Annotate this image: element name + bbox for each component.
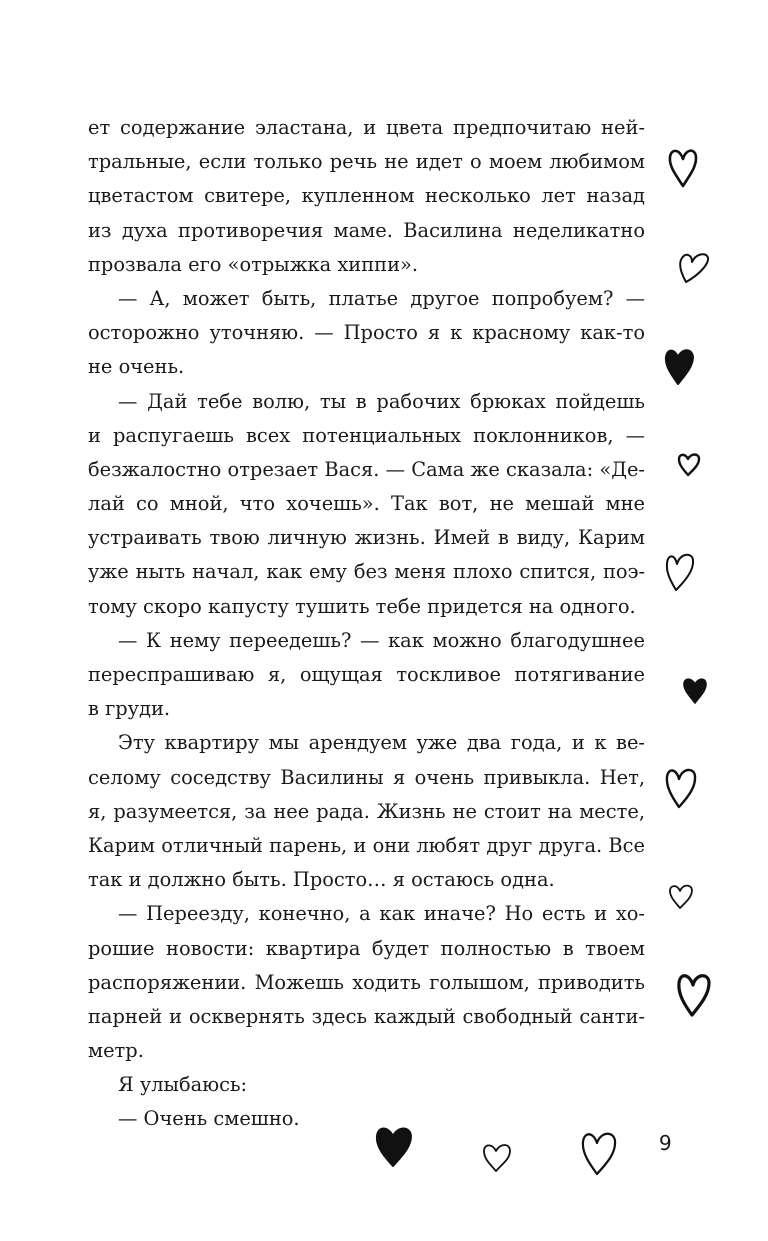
text-line: так и должно быть. Просто… я остаюсь одна. (88, 868, 555, 892)
heart-filled-icon (663, 346, 695, 386)
text-line: ет содержание эластана, и цвета предпочитаю ней- (88, 116, 645, 139)
text-line: осторожно уточняю. — Просто я к красному как-то (88, 321, 645, 345)
text-line: переспрашиваю я, ощущая тоскливое потягивание (88, 663, 645, 686)
text-line: тому скоро капусту тушить тебе придется на одного. (88, 594, 636, 618)
heart-outline-icon (667, 146, 699, 188)
text-line: — А, может быть, платье другое попробуем? — (118, 286, 645, 310)
text-line: безжалостно отрезает Вася. — Сама же сказала: «Де- (88, 457, 645, 481)
text-line: — Дай тебе волю, ты в рабочих брюках пойдешь (118, 389, 645, 413)
body-text (88, 111, 645, 1137)
text-line: — Переезду, конечно, а как иначе? Но есть и хо- (118, 902, 645, 926)
text-line: из духа противоречия маме. Василина неделикатно (88, 218, 645, 242)
text-line: прозвала его «отрыжка хиппи». (88, 252, 419, 276)
heart-filled-icon (374, 1123, 414, 1169)
text-line: парней и осквернять здесь каждый свободный санти- (88, 1004, 645, 1028)
text-line: Я улыбаюсь: (118, 1073, 248, 1097)
text-line: селому соседству Василины я очень привыкла. Нет, (88, 765, 645, 789)
text-line: в груди. (88, 697, 171, 721)
text-line: не очень. (88, 355, 185, 379)
text-line: и распугаешь всех потенциальных поклонников, — (88, 423, 645, 447)
page-number: 9 (659, 1131, 672, 1155)
text-line: распоряжении. Можешь ходить голышом, приводить (88, 970, 645, 994)
text-line: тральные, если только речь не идет о моем любимом (88, 150, 645, 174)
heart-outline-icon (664, 550, 696, 592)
text-line: цветастом свитере, купленном несколько лет назад (88, 184, 645, 208)
text-line: — Очень смешно. (118, 1107, 300, 1131)
heart-outline-icon (580, 1128, 618, 1176)
text-line: лай со мной, что хочешь». Так вот, не мешай мне (88, 492, 645, 516)
heart-outline-icon (668, 882, 694, 910)
heart-outline-icon (482, 1141, 512, 1173)
text-line: я, разумеется, за нее рада. Жизнь не стоит на месте, (88, 799, 645, 823)
heart-outline-icon (676, 970, 712, 1018)
heart-outline-icon (677, 249, 711, 285)
text-line: Эту квартиру мы арендуем уже два года, и к ве- (118, 731, 645, 755)
text-line: устраивать твою личную жизнь. Имей в виду, Карим (88, 526, 645, 550)
text-line: уже ныть начал, как ему без меня плохо спится, поэ- (88, 560, 645, 584)
text-line: Карим отличный парень, и они любят друг друга. Все (88, 833, 645, 857)
heart-outline-icon (677, 451, 701, 477)
text-line: метр. (88, 1039, 144, 1063)
text-line: — К нему переедешь? — как можно благодушнее (118, 628, 645, 652)
heart-outline-icon (664, 765, 698, 809)
text-line: рошие новости: квартира будет полностью в твоем (88, 936, 645, 960)
heart-filled-icon (682, 675, 708, 705)
